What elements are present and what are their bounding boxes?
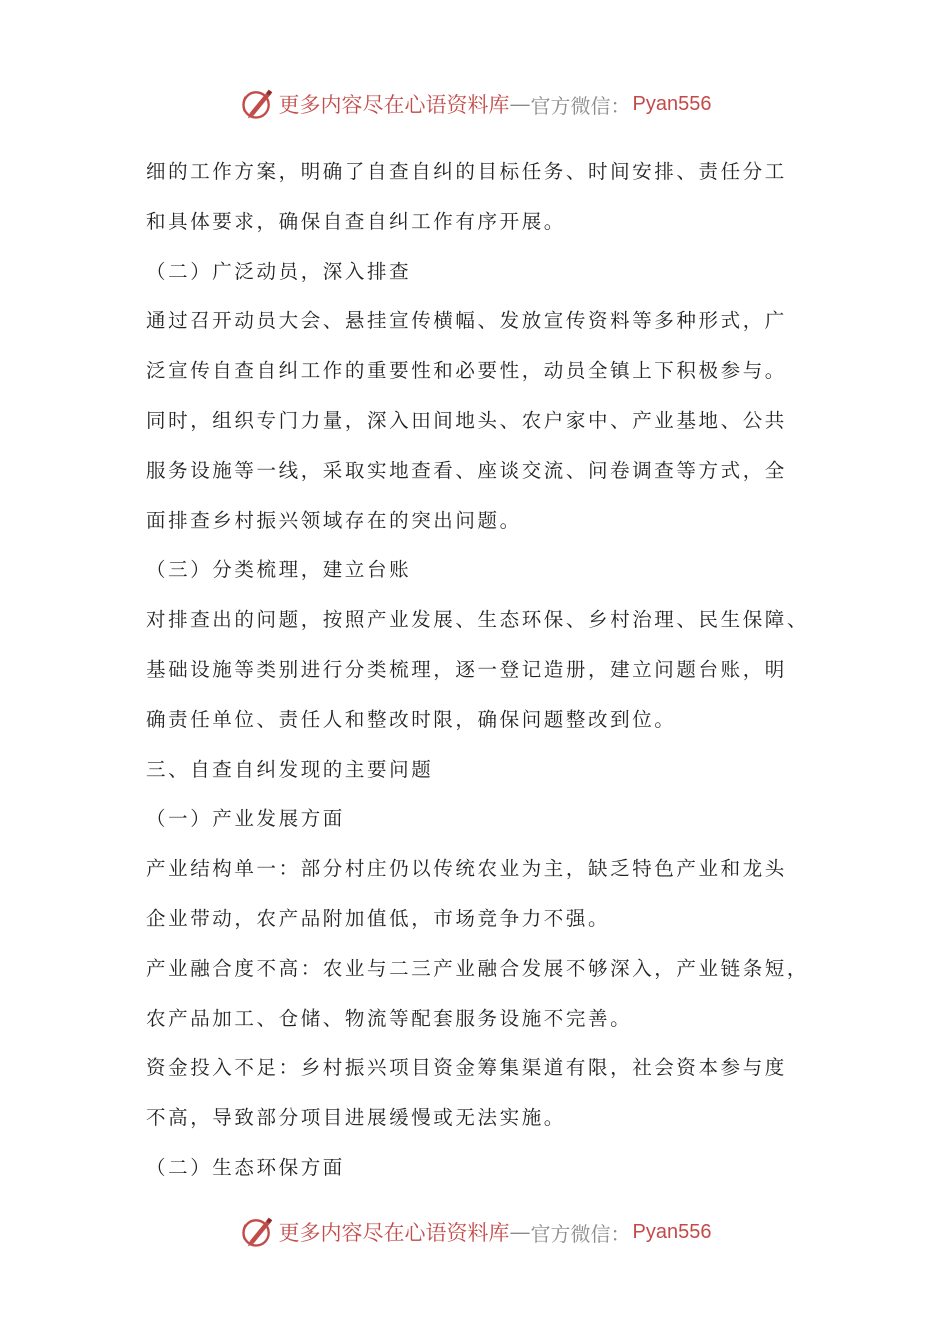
body-line: （二）广泛动员，深入排查 [146, 259, 412, 283]
body-line: 不高，导致部分项目进展缓慢或无法实施。 [146, 1106, 566, 1130]
pen-circle-logo-icon [239, 1214, 275, 1250]
body-line: 产业结构单一：部分村庄仍以传统农业为主，缺乏特色产业和龙头 [146, 857, 787, 881]
body-line: 企业带动，农产品附加值低，市场竞争力不强。 [146, 906, 611, 930]
footer-wechat-id: Pyan556 [632, 1220, 712, 1243]
body-line: 和具体要求，确保自查自纠工作有序开展。 [146, 209, 566, 233]
footer-separator: — [509, 1220, 531, 1244]
body-line: 面排查乡村振兴领域存在的突出问题。 [146, 508, 522, 532]
body-line: 农产品加工、仓储、物流等配套服务设施不完善。 [146, 1006, 633, 1030]
body-line: 服务设施等一线，采取实地查看、座谈交流、问卷调查等方式，全 [146, 458, 787, 482]
header-slogan: 更多内容尽在心语资料库 [278, 93, 510, 117]
header-wechat-id: Pyan556 [632, 92, 712, 115]
body-line: 三、自查自纠发现的主要问题 [146, 757, 434, 781]
body-line: 资金投入不足：乡村振兴项目资金筹集渠道有限，社会资本参与度 [146, 1056, 787, 1080]
document-body [146, 147, 826, 1193]
header-wechat-label: 官方微信： [530, 93, 631, 118]
header-banner [0, 84, 950, 124]
body-line: （三）分类梳理，建立台账 [146, 558, 412, 582]
body-line: 基础设施等类别进行分类梳理，逐一登记造册，建立问题台账，明 [146, 657, 787, 681]
body-line: 产业融合度不高：农业与二三产业融合发展不够深入，产业链条短， [146, 956, 810, 980]
body-line: 确责任单位、责任人和整改时限，确保问题整改到位。 [146, 707, 677, 731]
body-line: （二）生态环保方面 [146, 1155, 345, 1179]
body-line: 细的工作方案，明确了自查自纠的目标任务、时间安排、责任分工 [146, 160, 787, 183]
footer-wechat-label: 官方微信： [530, 1221, 631, 1246]
body-line: 同时，组织专门力量，深入田间地头、农户家中、产业基地、公共 [146, 408, 787, 432]
header-separator: — [509, 92, 531, 116]
footer-slogan: 更多内容尽在心语资料库 [278, 1221, 510, 1245]
body-line: 对排查出的问题，按照产业发展、生态环保、乡村治理、民生保障、 [146, 608, 810, 632]
body-line: （一）产业发展方面 [146, 807, 345, 831]
body-line: 通过召开动员大会、悬挂宣传横幅、发放宣传资料等多种形式，广 [146, 309, 787, 333]
body-line: 泛宣传自查自纠工作的重要性和必要性，动员全镇上下积极参与。 [146, 359, 787, 383]
pen-circle-logo-icon [239, 86, 275, 122]
footer-banner [0, 1212, 950, 1252]
